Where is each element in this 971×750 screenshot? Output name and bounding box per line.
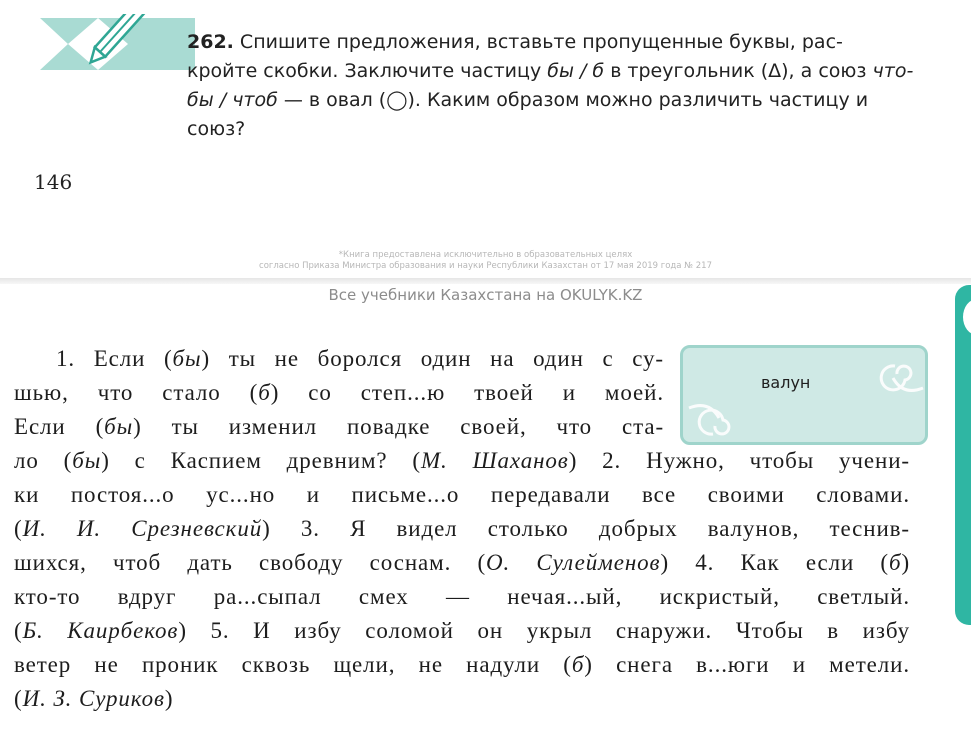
sentence-line: ло (бы) с Каспием древним? (М. Шаханов) 2. Нужно, чтобы учени-: [14, 448, 910, 473]
upper-page: [0, 0, 971, 278]
sentence-line: 1. Если (бы) ты не боролся один на один с су-: [56, 346, 664, 371]
instruction-text: — в овал (◯). Каким образом можно различить частицу и: [277, 89, 869, 111]
site-label: Все учебники Казахстана на OKULYK.KZ: [328, 286, 643, 304]
side-tab-knob: [963, 299, 971, 335]
sentence-line: Если (бы) ты изменил повадке своей, что ста-: [14, 414, 664, 439]
sentence-line: (Б. Каирбеков) 5. И избу соломой он укрыл снаружи. Чтобы в избу: [14, 618, 910, 643]
page-divider: [0, 278, 971, 284]
sentence-line: шью, что стало (б) со степ...ю твоей и моей.: [14, 380, 664, 405]
sentence-line: (И. З. Суриков): [14, 686, 174, 711]
watermark-line: согласно Приказа Министра образования и науки Республики Казахстан от 17 мая 2019 года № 217: [259, 261, 712, 271]
sentence-line: ветер не проник сквозь щели, не надули (б) снега в...юги и метели.: [14, 652, 910, 677]
sentence-line: (И. И. Срезневский) 3. Я видел столько добрых валунов, теснив-: [14, 516, 910, 541]
watermark: [0, 250, 971, 272]
instruction-text: в треугольник (Δ), а союз: [604, 60, 873, 82]
instruction-text: кройте скобки. Заключите частицу: [187, 60, 548, 82]
sentence-line: шихся, чтоб дать свободу соснам. (О. Сулейменов) 4. Как если (б): [14, 550, 910, 575]
exercise-instruction: [187, 28, 932, 144]
conjunction-term: что-: [872, 60, 914, 82]
particle-term: бы / б: [547, 60, 605, 82]
sentence-line: кто-то вдруг ра...сыпал смех — нечая...ый, искристый, светлый.: [14, 584, 910, 609]
instruction-text: союз?: [187, 118, 246, 140]
conjunction-term: бы / чтоб: [187, 89, 278, 111]
exercise-sentences: [14, 342, 910, 716]
pencil-exercise-icon: [40, 14, 195, 74]
vocabulary-word: вaлун: [761, 373, 811, 392]
page-number: 146: [34, 170, 73, 194]
sentence-line: ки постоя...о ус...но и письме...о передавали все своими словами.: [14, 482, 910, 507]
instruction-text: Спишите предложения, вставьте пропущенные буквы, рас-: [233, 31, 843, 53]
exercise-number: 262.: [187, 31, 234, 53]
side-tab: [955, 285, 971, 625]
watermark-line: *Книга предоставлена исключительно в образовательных целях: [338, 250, 633, 260]
